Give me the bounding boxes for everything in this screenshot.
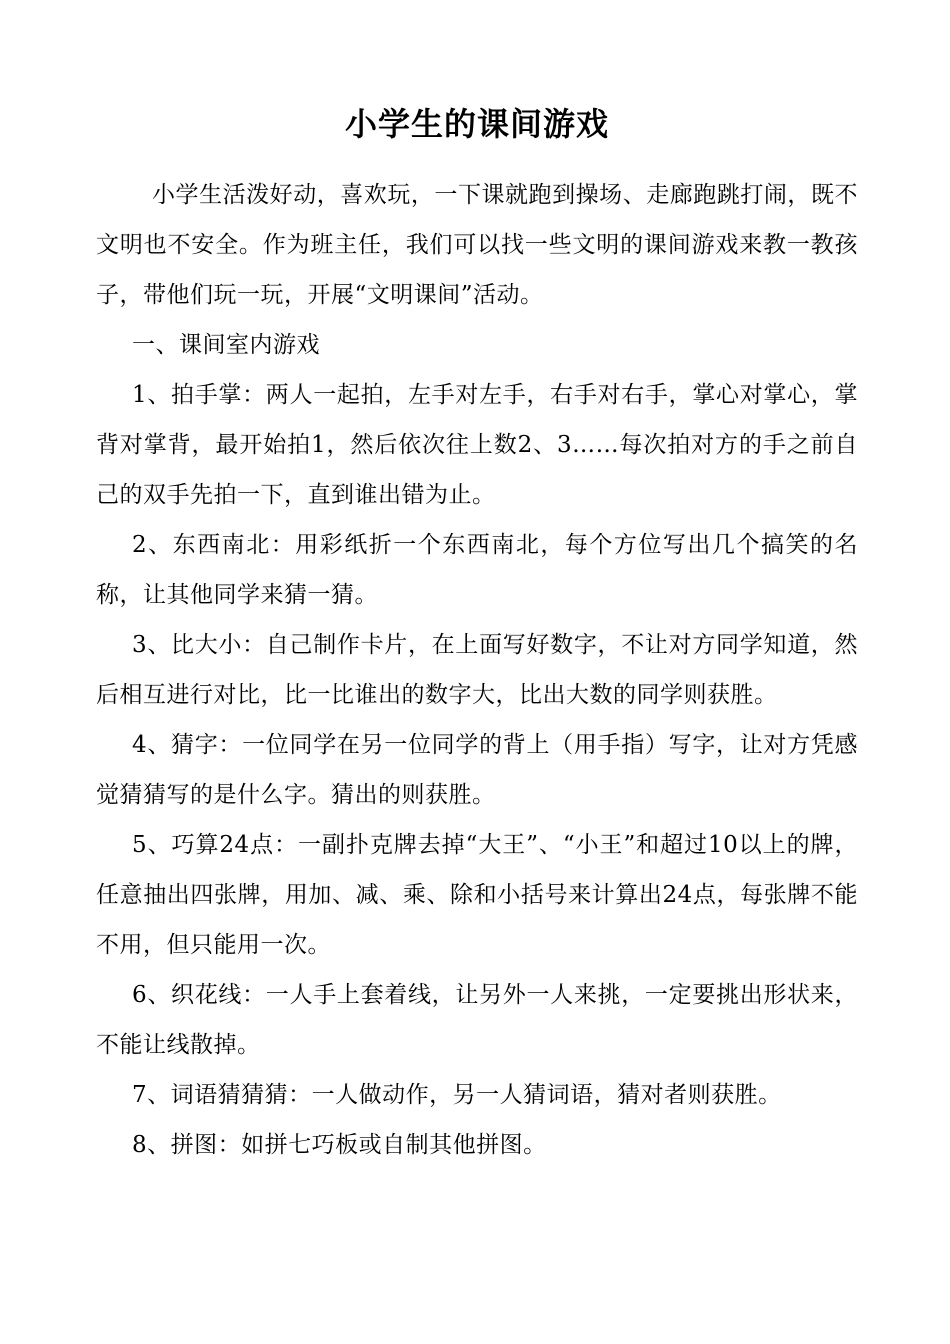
game-item-6: 6、织花线：一人手上套着线，让另外一人来挑，一定要挑出形状来，不能让线散掉。 — [96, 982, 858, 1058]
game-item-4: 4、猜字：一位同学在另一位同学的背上（用手指）写字，让对方凭感觉猜猜写的是什么字。猜出的则获胜。 — [96, 732, 858, 808]
intro-paragraph: 小学生活泼好动，喜欢玩，一下课就跑到操场、走廊跑跳打闹，既不文明也不安全。作为班主任，我们可以找一些文明的课间游戏来教一教孩子，带他们玩一玩，开展“文明课间”活动。 — [96, 182, 858, 308]
game-item-2: 2、东西南北：用彩纸折一个东西南北，每个方位写出几个搞笑的名称，让其他同学来猜一猜。 — [96, 532, 858, 608]
section-heading: 一、课间室内游戏 — [132, 332, 320, 358]
game-item-3: 3、比大小：自己制作卡片，在上面写好数字，不让对方同学知道，然后相互进行对比，比一比谁出的数字大，比出大数的同学则获胜。 — [96, 632, 858, 708]
game-item-7: 7、词语猜猜猜：一人做动作，另一人猜词语，猜对者则获胜。 — [132, 1082, 782, 1108]
game-item-5: 5、巧算24点：一副扑克牌去掉“大王”、“小王”和超过10以上的牌，任意抽出四张牌，用加、减、乘、除和小括号来计算出24点，每张牌不能不用，但只能用一次。 — [96, 832, 858, 958]
game-item-8: 8、拼图：如拼七巧板或自制其他拼图。 — [132, 1132, 547, 1158]
game-item-1: 1、拍手掌：两人一起拍，左手对左手，右手对右手，掌心对掌心，掌背对掌背，最开始拍1，然后依次往上数2、3……每次拍对方的手之前自己的双手先拍一下，直到谁出错为止。 — [96, 382, 858, 508]
document-title: 小学生的课间游戏 — [344, 105, 609, 143]
